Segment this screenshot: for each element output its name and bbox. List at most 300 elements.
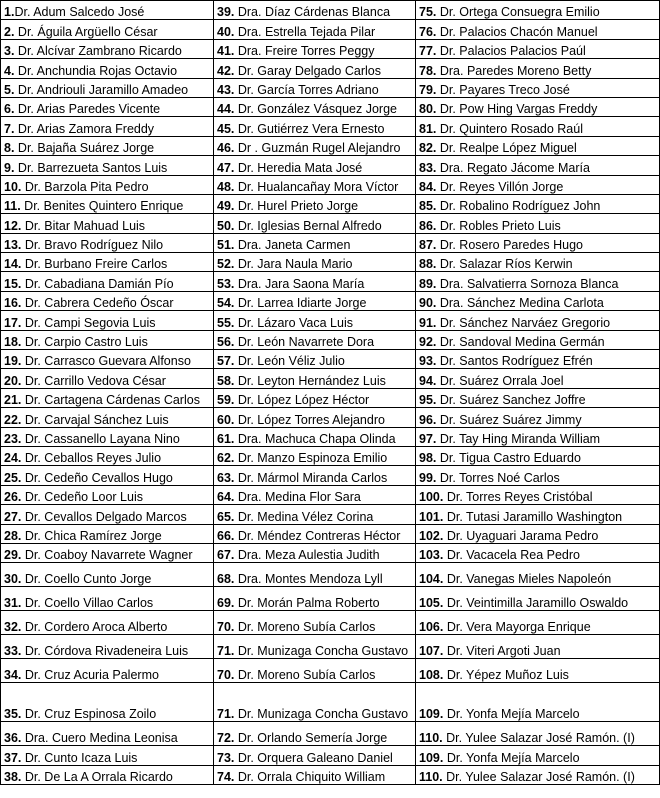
entry-number: 95. bbox=[419, 393, 437, 408]
table-row bbox=[1, 611, 660, 635]
roster-cell bbox=[1, 253, 214, 272]
roster-cell bbox=[214, 635, 416, 659]
roster-cell bbox=[416, 311, 660, 330]
roster-cell bbox=[214, 722, 416, 746]
table-row bbox=[1, 427, 660, 446]
entry-name: Dr. Rosero Paredes Hugo bbox=[436, 238, 583, 253]
entry-number: 24. bbox=[4, 451, 22, 466]
entry-name: Dr. Coello Cunto Jorge bbox=[21, 572, 152, 587]
entry-name: Dra. Meza Aulestia Judith bbox=[234, 548, 380, 563]
entry-name: Dr. Yulee Salazar José Ramón. (I) bbox=[442, 770, 635, 785]
roster-cell bbox=[416, 291, 660, 310]
entry-name: Dr. López López Héctor bbox=[234, 393, 370, 408]
entry-number: 59. bbox=[217, 393, 235, 408]
roster-cell bbox=[416, 350, 660, 369]
entry-name: Dra. Díaz Cárdenas Blanca bbox=[234, 5, 391, 20]
entry-number: 48. bbox=[217, 179, 235, 194]
entry-number: 103. bbox=[419, 548, 444, 563]
entry-name: Dr. Gutiérrez Vera Ernesto bbox=[234, 121, 385, 136]
table-row bbox=[1, 350, 660, 369]
entry-name: Dr. Yonfa Mejía Marcelo bbox=[443, 707, 580, 722]
roster-cell bbox=[1, 388, 214, 407]
entry-name: Dr. Campi Segovia Luis bbox=[21, 315, 156, 330]
table-row bbox=[1, 765, 660, 784]
entry-number: 66. bbox=[217, 528, 235, 543]
entry-number: 107. bbox=[419, 644, 444, 659]
entry-name: Dr. Palacios Chacón Manuel bbox=[436, 24, 598, 39]
entry-name: Dr. Cabrera Cedeño Óscar bbox=[21, 296, 174, 311]
roster-cell bbox=[1, 369, 214, 388]
table-row bbox=[1, 156, 660, 175]
table-row bbox=[1, 175, 660, 194]
entry-number: 64. bbox=[217, 490, 235, 505]
entry-name: Dr. Garay Delgado Carlos bbox=[234, 63, 381, 78]
roster-cell bbox=[1, 765, 214, 784]
entry-name: Dr. Quintero Rosado Raúl bbox=[436, 121, 583, 136]
entry-name: Dra. Machuca Chapa Olinda bbox=[234, 431, 396, 446]
table-row bbox=[1, 78, 660, 97]
entry-name: Dr. Adum Salcedo José bbox=[14, 5, 145, 20]
roster-cell bbox=[1, 563, 214, 587]
table-row bbox=[1, 543, 660, 562]
roster-cell bbox=[1, 1, 214, 20]
entry-name: Dra. Freire Torres Peggy bbox=[234, 44, 375, 59]
entry-name: Dr. Iglesias Bernal Alfredo bbox=[234, 218, 382, 233]
roster-cell bbox=[1, 330, 214, 349]
entry-name: Dr. González Vásquez Jorge bbox=[234, 102, 397, 117]
entry-name: Dr. Orquera Galeano Daniel bbox=[234, 750, 393, 765]
entry-name: Dr. Reyes Villón Jorge bbox=[436, 179, 564, 194]
roster-cell bbox=[416, 505, 660, 524]
entry-number: 6. bbox=[4, 102, 15, 117]
entry-name: Dr. Anchundia Rojas Octavio bbox=[14, 63, 178, 78]
entry-name: Dr. Viteri Argoti Juan bbox=[443, 644, 561, 659]
entry-name: Dra. Paredes Moreno Betty bbox=[436, 63, 592, 78]
entry-number: 40. bbox=[217, 24, 235, 39]
entry-number: 36. bbox=[4, 731, 22, 746]
entry-name: Dr. Cartagena Cárdenas Carlos bbox=[21, 393, 200, 408]
roster-cell bbox=[1, 524, 214, 543]
roster-cell bbox=[214, 311, 416, 330]
entry-number: 92. bbox=[419, 335, 437, 350]
roster-cell bbox=[214, 524, 416, 543]
roster-cell bbox=[1, 311, 214, 330]
entry-number: 80. bbox=[419, 102, 437, 117]
roster-cell bbox=[214, 156, 416, 175]
entry-number: 90. bbox=[419, 296, 437, 311]
entry-name: Dr. Torres Noé Carlos bbox=[436, 470, 560, 485]
entry-name: Dr. Coaboy Navarrete Wagner bbox=[21, 548, 193, 563]
entry-number: 110. bbox=[419, 770, 443, 785]
entry-number: 46. bbox=[217, 141, 235, 156]
roster-cell bbox=[1, 466, 214, 485]
entry-name: Dr. Cruz Acuria Palermo bbox=[21, 668, 159, 683]
entry-name: Dr. Carvajal Sánchez Luis bbox=[21, 412, 169, 427]
entry-name: Dr. Cedeño Loor Luis bbox=[21, 490, 143, 505]
roster-cell bbox=[416, 388, 660, 407]
table-row bbox=[1, 39, 660, 58]
table-row bbox=[1, 1, 660, 20]
entry-number: 52. bbox=[217, 257, 235, 272]
entry-number: 75. bbox=[419, 5, 437, 20]
entry-number: 108. bbox=[419, 668, 444, 683]
entry-number: 17. bbox=[4, 315, 22, 330]
entry-number: 88. bbox=[419, 257, 437, 272]
roster-cell bbox=[1, 291, 214, 310]
table-row bbox=[1, 683, 660, 722]
roster-cell bbox=[1, 59, 214, 78]
entry-number: 47. bbox=[217, 160, 235, 175]
entry-number: 71. bbox=[217, 707, 235, 722]
roster-cell bbox=[1, 117, 214, 136]
entry-number: 8. bbox=[4, 141, 15, 156]
entry-number: 3. bbox=[4, 44, 15, 59]
entry-name: Dr. Águila Argüello César bbox=[14, 24, 158, 39]
entry-number: 41. bbox=[217, 44, 235, 59]
entry-name: Dra. Sánchez Medina Carlota bbox=[436, 296, 604, 311]
entry-number: 26. bbox=[4, 490, 22, 505]
roster-cell bbox=[214, 563, 416, 587]
roster-cell bbox=[1, 427, 214, 446]
entry-number: 69. bbox=[217, 596, 235, 611]
entry-number: 51. bbox=[217, 238, 235, 253]
entry-number: 28. bbox=[4, 528, 22, 543]
roster-cell bbox=[1, 659, 214, 683]
roster-cell bbox=[1, 683, 214, 722]
entry-name: Dr. De La A Orrala Ricardo bbox=[21, 770, 173, 785]
roster-cell bbox=[214, 350, 416, 369]
roster-cell bbox=[214, 117, 416, 136]
entry-number: 85. bbox=[419, 199, 437, 214]
roster-cell bbox=[416, 722, 660, 746]
entry-name: Dr. Jara Naula Mario bbox=[234, 257, 353, 272]
table-row bbox=[1, 446, 660, 465]
entry-number: 86. bbox=[419, 218, 437, 233]
roster-cell bbox=[214, 611, 416, 635]
table-row bbox=[1, 746, 660, 765]
roster-cell bbox=[1, 194, 214, 213]
table-row bbox=[1, 311, 660, 330]
entry-name: Dr. Veintimilla Jaramillo Oswaldo bbox=[443, 596, 629, 611]
roster-cell bbox=[214, 233, 416, 252]
entry-name: Dr. Orlando Semería Jorge bbox=[234, 731, 388, 746]
roster-cell bbox=[214, 175, 416, 194]
entry-number: 77. bbox=[419, 44, 437, 59]
roster-cell bbox=[214, 20, 416, 39]
entry-name: Dr. Cassanello Layana Nino bbox=[21, 431, 180, 446]
entry-name: Dr. Carrillo Vedova César bbox=[21, 373, 166, 388]
entry-number: 21. bbox=[4, 393, 22, 408]
roster-cell bbox=[416, 683, 660, 722]
table-row bbox=[1, 369, 660, 388]
entry-number: 19. bbox=[4, 354, 22, 369]
entry-number: 87. bbox=[419, 238, 437, 253]
entry-number: 61. bbox=[217, 431, 235, 446]
entry-number: 109. bbox=[419, 750, 444, 765]
entry-number: 71. bbox=[217, 644, 235, 659]
entry-number: 39. bbox=[217, 5, 235, 20]
entry-name: Dr. Moreno Subía Carlos bbox=[234, 668, 376, 683]
roster-cell bbox=[1, 136, 214, 155]
entry-name: Dr. Arias Zamora Freddy bbox=[14, 121, 155, 136]
entry-name: Dr. Alcívar Zambrano Ricardo bbox=[14, 44, 182, 59]
entry-name: Dr. Carpio Castro Luis bbox=[21, 335, 148, 350]
roster-cell bbox=[214, 136, 416, 155]
roster-cell bbox=[416, 1, 660, 20]
entry-name: Dr. Torres Reyes Cristóbal bbox=[443, 490, 593, 505]
table-row bbox=[1, 272, 660, 291]
entry-name: Dr. Tay Hing Miranda William bbox=[436, 431, 601, 446]
entry-number: 63. bbox=[217, 470, 235, 485]
roster-cell bbox=[416, 446, 660, 465]
table-row bbox=[1, 330, 660, 349]
entry-name: Dr. León Véliz Julio bbox=[234, 354, 345, 369]
entry-name: Dr. Heredia Mata José bbox=[234, 160, 363, 175]
table-row bbox=[1, 485, 660, 504]
table-row bbox=[1, 587, 660, 611]
entry-number: 7. bbox=[4, 121, 15, 136]
roster-cell bbox=[416, 543, 660, 562]
roster-body bbox=[1, 1, 660, 785]
entry-name: Dr. Munizaga Concha Gustavo bbox=[234, 644, 409, 659]
roster-cell bbox=[214, 659, 416, 683]
roster-cell bbox=[214, 446, 416, 465]
roster-cell bbox=[416, 466, 660, 485]
roster-cell bbox=[214, 369, 416, 388]
entry-name: Dr. Manzo Espinoza Emilio bbox=[234, 451, 388, 466]
entry-name: Dra. Regato Jácome María bbox=[436, 160, 590, 175]
entry-name: Dr. Yonfa Mejía Marcelo bbox=[443, 750, 580, 765]
entry-number: 50. bbox=[217, 218, 235, 233]
table-row bbox=[1, 253, 660, 272]
roster-cell bbox=[1, 587, 214, 611]
entry-number: 110. bbox=[419, 731, 443, 746]
roster-cell bbox=[214, 1, 416, 20]
entry-name: Dr. Palacios Palacios Paúl bbox=[436, 44, 586, 59]
entry-name: Dr. Leyton Hernández Luis bbox=[234, 373, 386, 388]
entry-name: Dr. Larrea Idiarte Jorge bbox=[234, 296, 367, 311]
entry-number: 37. bbox=[4, 750, 22, 765]
entry-number: 81. bbox=[419, 121, 437, 136]
roster-cell bbox=[416, 39, 660, 58]
roster-cell bbox=[416, 635, 660, 659]
roster-cell bbox=[214, 746, 416, 765]
roster-cell bbox=[416, 587, 660, 611]
entry-name: Dr. Cabadiana Damián Pío bbox=[21, 276, 174, 291]
entry-name: Dr. Medina Vélez Corina bbox=[234, 509, 374, 524]
entry-name: Dr. Bitar Mahuad Luis bbox=[21, 218, 146, 233]
roster-cell bbox=[416, 765, 660, 784]
entry-number: 109. bbox=[419, 707, 444, 722]
roster-cell bbox=[1, 722, 214, 746]
roster-cell bbox=[416, 136, 660, 155]
roster-cell bbox=[214, 505, 416, 524]
entry-number: 83. bbox=[419, 160, 437, 175]
entry-name: Dr. Cunto Icaza Luis bbox=[21, 750, 138, 765]
entry-name: Dr. Uyaguari Jarama Pedro bbox=[443, 528, 599, 543]
roster-cell bbox=[214, 272, 416, 291]
roster-cell bbox=[1, 446, 214, 465]
entry-number: 5. bbox=[4, 82, 15, 97]
entry-number: 35. bbox=[4, 707, 22, 722]
entry-name: Dra. Cuero Medina Leonisa bbox=[21, 731, 178, 746]
roster-cell bbox=[416, 408, 660, 427]
roster-cell bbox=[214, 543, 416, 562]
entry-number: 57. bbox=[217, 354, 235, 369]
table-row bbox=[1, 659, 660, 683]
entry-number: 14. bbox=[4, 257, 22, 272]
entry-name: Dra. Montes Mendoza Lyll bbox=[234, 572, 383, 587]
roster-cell bbox=[416, 117, 660, 136]
roster-cell bbox=[214, 194, 416, 213]
roster-cell bbox=[214, 59, 416, 78]
roster-cell bbox=[416, 485, 660, 504]
entry-name: Dr. Suárez Sanchez Joffre bbox=[436, 393, 586, 408]
entry-name: Dr. Barrezueta Santos Luis bbox=[14, 160, 168, 175]
entry-name: Dr. Cevallos Delgado Marcos bbox=[21, 509, 187, 524]
entry-number: 91. bbox=[419, 315, 437, 330]
roster-cell bbox=[1, 408, 214, 427]
roster-cell bbox=[416, 330, 660, 349]
entry-name: Dr. Suárez Suárez Jimmy bbox=[436, 412, 582, 427]
entry-number: 45. bbox=[217, 121, 235, 136]
table-row bbox=[1, 505, 660, 524]
roster-cell bbox=[214, 683, 416, 722]
roster-cell bbox=[416, 97, 660, 116]
entry-name: Dr. Salazar Ríos Kerwin bbox=[436, 257, 573, 272]
entry-name: Dra. Salvatierra Sornoza Blanca bbox=[436, 276, 619, 291]
table-row bbox=[1, 466, 660, 485]
entry-name: Dr. Munizaga Concha Gustavo bbox=[234, 707, 409, 722]
entry-number: 13. bbox=[4, 238, 22, 253]
entry-number: 31. bbox=[4, 596, 22, 611]
entry-name: Dr. García Torres Adriano bbox=[234, 82, 379, 97]
entry-number: 34. bbox=[4, 668, 22, 683]
entry-number: 32. bbox=[4, 620, 22, 635]
roster-cell bbox=[1, 39, 214, 58]
roster-cell bbox=[214, 587, 416, 611]
roster-cell bbox=[214, 253, 416, 272]
roster-cell bbox=[214, 765, 416, 784]
roster-cell bbox=[214, 97, 416, 116]
entry-number: 98. bbox=[419, 451, 437, 466]
entry-name: Dr. Cordero Aroca Alberto bbox=[21, 620, 168, 635]
entry-number: 44. bbox=[217, 102, 235, 117]
entry-name: Dr. Burbano Freire Carlos bbox=[21, 257, 168, 272]
roster-cell bbox=[1, 635, 214, 659]
roster-cell bbox=[214, 388, 416, 407]
entry-name: Dr. Córdova Rivadeneira Luis bbox=[21, 644, 189, 659]
roster-cell bbox=[1, 485, 214, 504]
entry-name: Dr. Hualancañay Mora Víctor bbox=[234, 179, 399, 194]
roster-cell bbox=[416, 78, 660, 97]
roster-cell bbox=[416, 659, 660, 683]
roster-cell bbox=[416, 369, 660, 388]
entry-number: 106. bbox=[419, 620, 444, 635]
roster-cell bbox=[214, 330, 416, 349]
roster-cell bbox=[416, 253, 660, 272]
roster-cell bbox=[416, 156, 660, 175]
entry-number: 33. bbox=[4, 644, 22, 659]
roster-cell bbox=[214, 408, 416, 427]
entry-number: 70. bbox=[217, 620, 235, 635]
entry-name: Dr. Sánchez Narváez Gregorio bbox=[436, 315, 611, 330]
entry-name: Dr. Ceballos Reyes Julio bbox=[21, 451, 162, 466]
table-row bbox=[1, 59, 660, 78]
roster-cell bbox=[416, 20, 660, 39]
entry-name: Dr. Orrala Chiquito William bbox=[234, 770, 386, 785]
roster-cell bbox=[416, 524, 660, 543]
entry-number: 97. bbox=[419, 431, 437, 446]
roster-cell bbox=[214, 78, 416, 97]
entry-number: 102. bbox=[419, 528, 444, 543]
entry-number: 1. bbox=[4, 5, 15, 20]
entry-name: Dr. Cedeño Cevallos Hugo bbox=[21, 470, 173, 485]
entry-name: Dr. Cruz Espinosa Zoilo bbox=[21, 707, 157, 722]
entry-name: Dra. Jara Saona María bbox=[234, 276, 365, 291]
entry-number: 27. bbox=[4, 509, 22, 524]
entry-name: Dr. Tutasi Jaramillo Washington bbox=[443, 509, 623, 524]
table-row bbox=[1, 136, 660, 155]
entry-name: Dr. Vera Mayorga Enrique bbox=[443, 620, 591, 635]
entry-number: 78. bbox=[419, 63, 437, 78]
entry-number: 18. bbox=[4, 335, 22, 350]
entry-number: 10. bbox=[4, 179, 22, 194]
entry-number: 65. bbox=[217, 509, 235, 524]
entry-number: 49. bbox=[217, 199, 235, 214]
entry-number: 99. bbox=[419, 470, 437, 485]
table-row bbox=[1, 388, 660, 407]
roster-cell bbox=[416, 563, 660, 587]
entry-number: 29. bbox=[4, 548, 22, 563]
entry-number: 15. bbox=[4, 276, 22, 291]
roster-cell bbox=[416, 194, 660, 213]
entry-name: Dr. Vacacela Rea Pedro bbox=[443, 548, 580, 563]
entry-name: Dr. Barzola Pita Pedro bbox=[21, 179, 149, 194]
entry-name: Dr. Tigua Castro Eduardo bbox=[436, 451, 581, 466]
entry-name: Dr. Yépez Muñoz Luis bbox=[443, 668, 569, 683]
entry-number: 62. bbox=[217, 451, 235, 466]
entry-number: 2. bbox=[4, 24, 15, 39]
roster-cell bbox=[1, 505, 214, 524]
entry-name: Dr. Robles Prieto Luis bbox=[436, 218, 561, 233]
entry-number: 74. bbox=[217, 770, 235, 785]
roster-cell bbox=[416, 59, 660, 78]
roster-cell bbox=[1, 97, 214, 116]
entry-number: 67. bbox=[217, 548, 235, 563]
entry-name: Dr. López Torres Alejandro bbox=[234, 412, 385, 427]
roster-cell bbox=[1, 272, 214, 291]
roster-cell bbox=[416, 233, 660, 252]
entry-name: Dr. Ortega Consuegra Emilio bbox=[436, 5, 600, 20]
table-row bbox=[1, 214, 660, 233]
roster-cell bbox=[1, 20, 214, 39]
entry-number: 53. bbox=[217, 276, 235, 291]
entry-number: 93. bbox=[419, 354, 437, 369]
table-row bbox=[1, 117, 660, 136]
table-row bbox=[1, 233, 660, 252]
entry-name: Dr. Andriouli Jaramillo Amadeo bbox=[14, 82, 189, 97]
roster-cell bbox=[214, 485, 416, 504]
entry-name: Dr. Carrasco Guevara Alfonso bbox=[21, 354, 191, 369]
table-row bbox=[1, 97, 660, 116]
entry-number: 56. bbox=[217, 335, 235, 350]
roster-cell bbox=[416, 746, 660, 765]
entry-number: 54. bbox=[217, 296, 235, 311]
table-row bbox=[1, 524, 660, 543]
entry-number: 82. bbox=[419, 141, 437, 156]
entry-name: Dr. Realpe López Miguel bbox=[436, 141, 577, 156]
